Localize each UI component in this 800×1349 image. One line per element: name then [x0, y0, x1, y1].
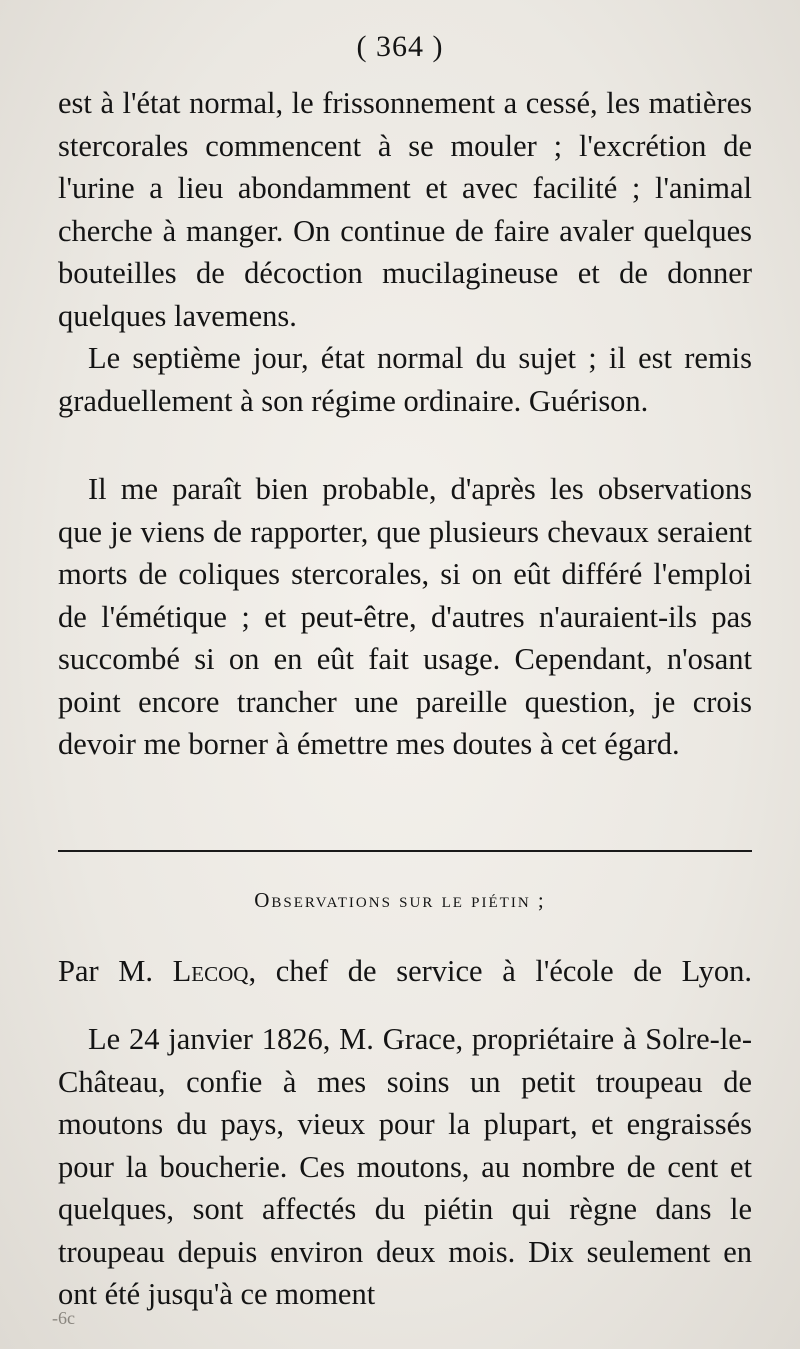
author-name: Lecoq [172, 954, 249, 988]
section-title: Observations sur le piétin ; [254, 888, 546, 912]
opening-text [58, 82, 752, 422]
signature-mark: -6c [52, 1308, 75, 1328]
paragraph-case-report: Le 24 janvier 1826, M. Grace, propriétaire à Solre-le-Château, confie à mes soins un petit troupeau de moutons du pays, vieux pour la plupart, et engraissés pour la boucherie. Ces moutons, au nombre de cent et quelques, sont affectés du piétin qui règne dans le troupeau depuis environ deux mois. Dix seulement en ont été jusqu'à ce moment [58, 1022, 752, 1311]
paragraph-conclusion: Il me paraît bien probable, d'après les observations que je viens de rapporter, que plusieurs chevaux seraient morts de coliques stercorales, si on eût différé l'emploi de l'émétique ; et peut-être, d'autres n'auraient-ils pas succombé si on en eût fait usage. Cependant, n'osant point encore trancher une pareille question, je crois devoir me borner à émettre mes doutes à cet égard. [58, 472, 752, 761]
conclusion-text [58, 468, 752, 766]
paragraph-continuation: est à l'état normal, le frissonnement a cessé, les matières stercorales commencent à se mouler ; l'excrétion de l'urine a lieu abondamment et avec facilité ; l'animal cherche à manger. On continue de faire avaler quelques bouteilles de décoction mucilagineuse et de donner quelques lavemens. [58, 86, 752, 333]
author-byline [58, 950, 752, 992]
byline-suffix: , chef de service à l'école de Lyon. [248, 954, 753, 988]
case-text [58, 1018, 752, 1316]
paragraph-seventh-day: Le septième jour, état normal du sujet ; il est remis graduellement à son régime ordinaire. Guérison. [58, 341, 752, 418]
byline-prefix: Par M. [58, 954, 154, 988]
section-divider [58, 850, 752, 852]
page-number: ( 364 ) [356, 30, 444, 63]
